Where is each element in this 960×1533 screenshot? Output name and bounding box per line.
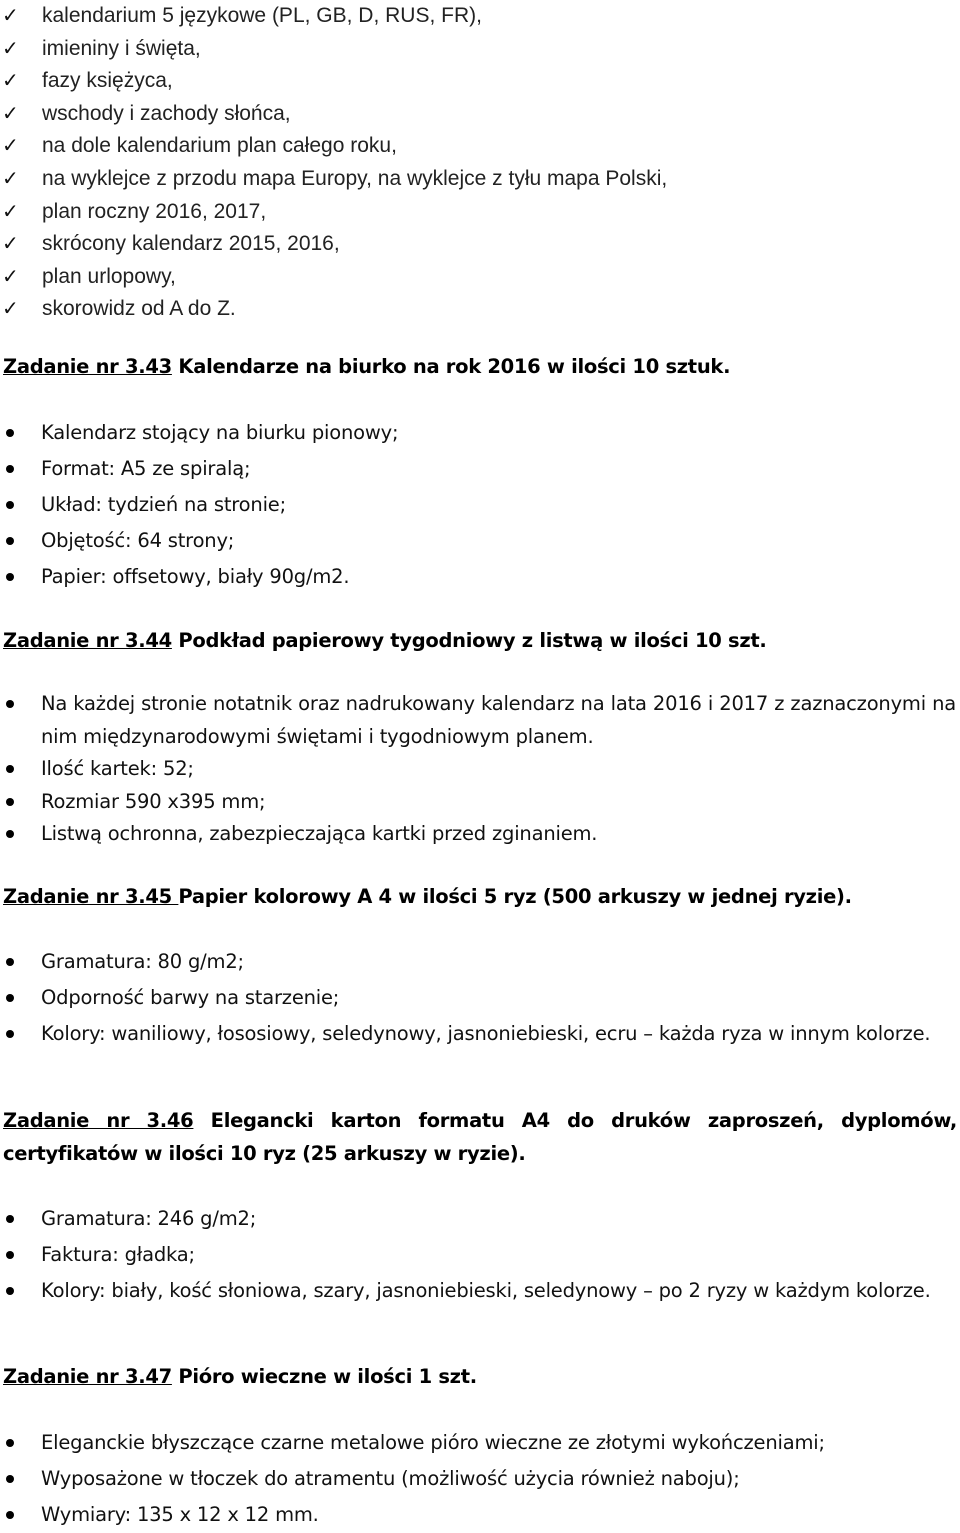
task-number: Zadanie nr 3.44 [3, 629, 172, 652]
checklist-item [0, 98, 667, 131]
bullet-icon [6, 573, 14, 581]
list-item-text: Format: A5 ze spiralą; [41, 457, 251, 480]
checklist-item-text: na wyklejce z przodu mapa Europy, na wyklejce z tyłu mapa Polski, [42, 166, 668, 190]
checklist-item-text: imieniny i święta, [42, 36, 201, 60]
list-item-text: Gramatura: 80 g/m2; [41, 950, 244, 973]
specification-list [0, 944, 956, 1052]
task-title: Kalendarze na biurko na rok 2016 w ilości 10 sztuk. [171, 355, 731, 378]
checklist-item-text: wschody i zachody słońca, [42, 101, 291, 125]
list-item [0, 1497, 825, 1533]
list-item-text: Listwą ochronna, zabezpieczająca kartki przed zginaniem. [41, 822, 598, 845]
feature-checklist [0, 0, 667, 326]
section-heading [3, 1104, 957, 1170]
checklist-item-text: skrócony kalendarz 2015, 2016, [42, 232, 340, 256]
bullet-icon [6, 994, 14, 1002]
checklist-item [0, 261, 667, 294]
bullet-icon [6, 465, 14, 473]
task-number: Zadanie nr 3.47 [3, 1365, 172, 1388]
checklist-item [0, 196, 667, 229]
checkmark-icon: ✓ [2, 5, 19, 27]
list-item [0, 786, 956, 819]
list-item [0, 559, 398, 595]
list-item [0, 523, 398, 559]
list-item [0, 944, 956, 980]
bullet-icon [6, 958, 14, 966]
section-heading [3, 1360, 477, 1393]
bullet-icon [6, 1439, 14, 1447]
list-item-text: Kolory: waniliowy, łososiowy, seledynowy, jasnoniebieski, ecru – każda ryza w innym kolorze. [41, 1022, 931, 1045]
checklist-item [0, 130, 667, 163]
list-item [0, 1016, 956, 1052]
checklist-item [0, 65, 667, 98]
list-item-text: Wymiary: 135 x 12 x 12 mm. [41, 1503, 319, 1526]
list-item [0, 451, 398, 487]
specification-list [0, 1201, 956, 1309]
list-item-text: Układ: tydzień na stronie; [41, 493, 286, 516]
specification-list [0, 688, 956, 851]
bullet-icon [6, 1511, 14, 1519]
section-heading [3, 350, 730, 383]
section-heading [3, 880, 852, 913]
checklist-item-text: fazy księżyca, [42, 69, 173, 93]
task-title: Pióro wieczne w ilości 1 szt. [171, 1365, 477, 1388]
list-item-text: Wyposażone w tłoczek do atramentu (możliwość użycia również naboju); [41, 1467, 740, 1490]
checkmark-icon: ✓ [2, 298, 19, 321]
list-item [0, 688, 956, 753]
list-item-text: Na każdej stronie notatnik oraz nadrukowany kalendarz na lata 2016 i 2017 z zaznaczonymi na nim międzynarodowymi świętami i tygodniowym planem. [41, 692, 956, 748]
checklist-item [0, 0, 667, 33]
checkmark-icon: ✓ [2, 70, 19, 93]
bullet-icon [6, 700, 14, 708]
task-title: Elegancki karton formatu A4 do druków zaproszeń, dyplomów, certyfikatów w ilości 10 ryz (25 arkuszy w ryzie). [3, 1109, 957, 1165]
bullet-icon [6, 798, 14, 806]
list-item-text: Ilość kartek: 52; [41, 757, 194, 780]
checkmark-icon: ✓ [2, 102, 19, 125]
bullet-icon [6, 1030, 14, 1038]
checkmark-icon: ✓ [2, 265, 19, 288]
list-item-text: Odporność barwy na starzenie; [41, 986, 340, 1009]
bullet-icon [6, 1215, 14, 1223]
list-item [0, 1461, 825, 1497]
task-title: Papier kolorowy A 4 w ilości 5 ryz (500 arkuszy w jednej ryzie). [178, 885, 852, 908]
checklist-item-text: plan urlopowy, [42, 264, 176, 288]
checklist-item [0, 33, 667, 66]
list-item [0, 1201, 956, 1237]
section-heading [3, 624, 767, 657]
list-item-text: Kolory: biały, kość słoniowa, szary, jasnoniebieski, seledynowy – po 2 ryzy w każdym kolorze. [41, 1279, 931, 1302]
task-number: Zadanie nr 3.45 [3, 885, 179, 908]
bullet-icon [6, 429, 14, 437]
checkmark-icon: ✓ [2, 233, 19, 256]
list-item-text: Eleganckie błyszczące czarne metalowe pióro wieczne ze złotymi wykończeniami; [41, 1431, 825, 1454]
bullet-icon [6, 537, 14, 545]
list-item-text: Objętość: 64 strony; [41, 529, 235, 552]
list-item-text: Papier: offsetowy, biały 90g/m2. [41, 565, 350, 588]
checklist-item-text: skorowidz od A do Z. [42, 297, 236, 321]
checklist-item-text: kalendarium 5 językowe (PL, GB, D, RUS, FR), [42, 4, 482, 27]
task-number: Zadanie nr 3.43 [3, 355, 172, 378]
bullet-icon [6, 501, 14, 509]
checkmark-icon: ✓ [2, 200, 19, 223]
checkmark-icon: ✓ [2, 167, 19, 190]
bullet-icon [6, 830, 14, 838]
checklist-item-text: na dole kalendarium plan całego roku, [42, 134, 397, 158]
list-item [0, 980, 956, 1016]
checklist-item-text: plan roczny 2016, 2017, [42, 199, 267, 223]
checkmark-icon: ✓ [2, 37, 19, 60]
specification-list [0, 1425, 825, 1533]
bullet-icon [6, 1475, 14, 1483]
list-item [0, 1425, 825, 1461]
bullet-icon [6, 765, 14, 773]
list-item-text: Rozmiar 590 x395 mm; [41, 789, 266, 813]
bullet-icon [6, 1287, 14, 1295]
checkmark-icon: ✓ [2, 135, 19, 158]
list-item-text: Gramatura: 246 g/m2; [41, 1207, 257, 1230]
task-number: Zadanie nr 3.46 [3, 1109, 194, 1132]
task-title: Podkład papierowy tygodniowy z listwą w ilości 10 szt. [171, 629, 767, 652]
list-item [0, 1273, 956, 1309]
list-item [0, 818, 956, 851]
list-item [0, 415, 398, 451]
list-item [0, 1237, 956, 1273]
list-item [0, 487, 398, 523]
checklist-item [0, 163, 667, 196]
bullet-icon [6, 1251, 14, 1259]
list-item-text: Faktura: gładka; [41, 1243, 195, 1266]
specification-list [0, 415, 398, 595]
checklist-item [0, 228, 667, 261]
list-item [0, 753, 956, 786]
list-item-text: Kalendarz stojący na biurku pionowy; [41, 421, 399, 444]
checklist-item [0, 293, 667, 326]
